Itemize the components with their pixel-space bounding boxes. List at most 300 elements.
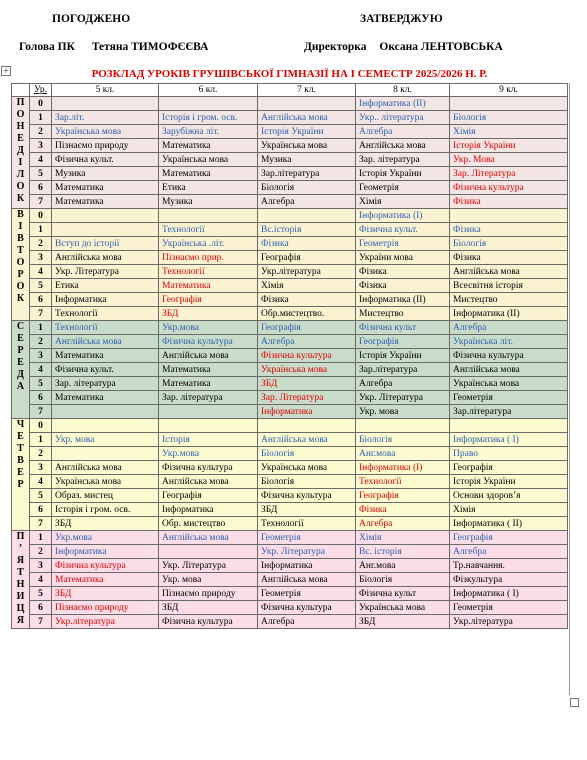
schedule-row-mon — [12, 167, 568, 181]
lesson-cell-grade-9[interactable]: Біологія — [450, 111, 568, 125]
lesson-cell-grade-6[interactable]: Укр.мова — [159, 447, 258, 461]
lesson-cell-grade-5[interactable]: Історія і гром. осв. — [52, 503, 159, 517]
lesson-cell-grade-7[interactable]: ЗБД — [258, 503, 356, 517]
lesson-cell-grade-6[interactable]: Англійська мова — [159, 531, 258, 545]
lesson-cell-grade-9[interactable]: Інформатика (ІІ) — [450, 307, 568, 321]
lesson-cell-grade-8[interactable]: Алгебра — [356, 517, 450, 531]
day-letter: В — [17, 233, 24, 244]
left-signature — [19, 41, 208, 53]
lesson-cell-grade-9[interactable]: Географія — [450, 531, 568, 545]
lesson-cell-grade-7[interactable]: Укр. Література — [258, 545, 356, 559]
lesson-cell-grade-6[interactable]: Фізична культура — [159, 615, 258, 629]
lesson-cell-grade-8[interactable]: Геометрія — [356, 181, 450, 195]
lesson-cell-grade-6[interactable]: Обр. мистецтво — [159, 517, 258, 531]
lesson-cell-grade-7[interactable]: Укр.література — [258, 265, 356, 279]
lesson-number: 4 — [30, 573, 52, 587]
lesson-cell-grade-5[interactable]: Математика — [52, 349, 159, 363]
lesson-cell-grade-6[interactable]: Укр. Література — [159, 559, 258, 573]
lesson-cell-grade-6[interactable]: Математика — [159, 363, 258, 377]
column-header-grade-5: 5 кл. — [52, 84, 159, 97]
lesson-cell-grade-8[interactable]: України мова — [356, 251, 450, 265]
lesson-cell-grade-9[interactable] — [450, 97, 568, 111]
lesson-cell-grade-7[interactable] — [258, 97, 356, 111]
day-letter: И — [16, 591, 25, 602]
lesson-cell-grade-7[interactable]: Зар. Література — [258, 391, 356, 405]
lesson-cell-grade-6[interactable]: Українська мова — [159, 153, 258, 167]
lesson-cell-grade-7[interactable] — [258, 419, 356, 433]
lesson-cell-grade-7[interactable]: Біологія — [258, 447, 356, 461]
schedule-row-thu — [12, 503, 568, 517]
lesson-cell-grade-7[interactable]: Технології — [258, 517, 356, 531]
day-letter: Р — [17, 345, 24, 356]
lesson-cell-grade-8[interactable]: Інформатика (ІІ) — [356, 293, 450, 307]
lesson-cell-grade-8[interactable]: Хімія — [356, 531, 450, 545]
lesson-cell-grade-9[interactable]: Фізика — [450, 195, 568, 209]
lesson-cell-grade-8[interactable]: Фізика — [356, 503, 450, 517]
day-letter: Ц — [16, 603, 25, 614]
schedule-row-fri — [12, 587, 568, 601]
day-letter: О — [16, 257, 25, 268]
lesson-cell-grade-8[interactable]: Інформатика (ІІ) — [356, 97, 450, 111]
lesson-cell-grade-9[interactable]: Фізика — [450, 223, 568, 237]
lesson-cell-grade-7[interactable]: Англійська мова — [258, 111, 356, 125]
lesson-cell-grade-9[interactable] — [450, 419, 568, 433]
lesson-cell-grade-8[interactable]: Алгебра — [356, 377, 450, 391]
lesson-number-header: Ур. — [30, 84, 52, 97]
lesson-number: 1 — [30, 111, 52, 125]
column-header-grade-7: 7 кл. — [258, 84, 356, 97]
day-letter: Е — [17, 357, 24, 368]
lesson-cell-grade-9[interactable]: Історія України — [450, 139, 568, 153]
day-letter: І — [18, 157, 23, 168]
lesson-cell-grade-7[interactable]: Фізична культура — [258, 601, 356, 615]
lesson-number: 7 — [30, 195, 52, 209]
lesson-cell-grade-5[interactable]: Вступ до історії — [52, 237, 159, 251]
lesson-cell-grade-7[interactable]: Українська мова — [258, 363, 356, 377]
lesson-cell-grade-7[interactable]: Фізика — [258, 293, 356, 307]
lesson-cell-grade-9[interactable]: Фізична культура — [450, 181, 568, 195]
schedule-row-thu — [12, 489, 568, 503]
lesson-cell-grade-7[interactable]: Географія — [258, 321, 356, 335]
lesson-number: 1 — [30, 223, 52, 237]
schedule-row-wed — [12, 349, 568, 363]
lesson-cell-grade-9[interactable]: Інформатика ( І) — [450, 587, 568, 601]
lesson-cell-grade-7[interactable]: Фізика — [258, 237, 356, 251]
lesson-cell-grade-6[interactable]: Пізнаємо прир. — [159, 251, 258, 265]
lesson-cell-grade-8[interactable]: ЗБД — [356, 615, 450, 629]
table-resize-handle-icon[interactable] — [570, 698, 579, 707]
schedule-row-fri — [12, 531, 568, 545]
right-name: Оксана ЛЕНТОВСЬКА — [379, 41, 503, 53]
schedule-row-wed — [12, 363, 568, 377]
lesson-cell-grade-6[interactable]: Математика — [159, 167, 258, 181]
lesson-cell-grade-6[interactable]: Англійська мова — [159, 475, 258, 489]
lesson-cell-grade-8[interactable]: Геометрія — [356, 237, 450, 251]
lesson-cell-grade-6[interactable]: Зар. література — [159, 391, 258, 405]
day-label-mon — [12, 97, 30, 209]
lesson-cell-grade-9[interactable]: Фізична культура — [450, 349, 568, 363]
lesson-cell-grade-6[interactable]: Математика — [159, 377, 258, 391]
lesson-cell-grade-7[interactable]: Українська мова — [258, 139, 356, 153]
lesson-cell-grade-6[interactable]: ЗБД — [159, 307, 258, 321]
lesson-number: 4 — [30, 475, 52, 489]
lesson-number: 7 — [30, 307, 52, 321]
lesson-cell-grade-5[interactable]: Фізична культура — [52, 559, 159, 573]
lesson-number: 1 — [30, 433, 52, 447]
lesson-cell-grade-8[interactable]: Укр.. література — [356, 111, 450, 125]
lesson-cell-grade-5[interactable]: Пізнаємо природу — [52, 139, 159, 153]
day-letter: Е — [17, 431, 24, 442]
lesson-cell-grade-7[interactable]: Біологія — [258, 475, 356, 489]
lesson-cell-grade-7[interactable]: Українська мова — [258, 461, 356, 475]
lesson-number: 6 — [30, 391, 52, 405]
lesson-number: 6 — [30, 181, 52, 195]
day-letter: Р — [17, 479, 24, 490]
lesson-cell-grade-6[interactable]: Укр.мова — [159, 321, 258, 335]
lesson-cell-grade-7[interactable]: Алгебра — [258, 615, 356, 629]
lesson-cell-grade-6[interactable]: Музика — [159, 195, 258, 209]
schedule-row-thu — [12, 419, 568, 433]
day-letter: Д — [17, 369, 24, 380]
day-letter: І — [18, 221, 23, 232]
lesson-cell-grade-6[interactable]: Математика — [159, 279, 258, 293]
lesson-cell-grade-7[interactable]: Фізична культура — [258, 349, 356, 363]
lesson-cell-grade-6[interactable]: Історія — [159, 433, 258, 447]
day-letter: О — [16, 109, 25, 120]
lesson-cell-grade-8[interactable]: Фізична культ — [356, 321, 450, 335]
lesson-cell-grade-6[interactable]: Фізична культура — [159, 461, 258, 475]
left-name: Тетяна ТИМОФЄЄВА — [91, 41, 209, 53]
lesson-cell-grade-5[interactable] — [52, 97, 159, 111]
schedule-row-fri — [12, 601, 568, 615]
schedule-row-mon — [12, 195, 568, 209]
lesson-cell-grade-7[interactable]: Музика — [258, 153, 356, 167]
lesson-cell-grade-7[interactable]: Геометрія — [258, 531, 356, 545]
lesson-cell-grade-5[interactable]: Укр.мова — [52, 531, 159, 545]
lesson-cell-grade-9[interactable]: Англійська мова — [450, 363, 568, 377]
table-header-row — [12, 84, 568, 97]
lesson-cell-grade-5[interactable]: Пізнаємо природу — [52, 601, 159, 615]
lesson-number: 5 — [30, 377, 52, 391]
lesson-cell-grade-9[interactable] — [450, 209, 568, 223]
day-letter: К — [16, 293, 25, 304]
lesson-cell-grade-8[interactable]: Фізика — [356, 265, 450, 279]
day-letter: Н — [16, 579, 25, 590]
lesson-number: 3 — [30, 461, 52, 475]
schedule-row-mon — [12, 111, 568, 125]
lesson-number: 2 — [30, 237, 52, 251]
lesson-cell-grade-9[interactable]: Українська мова — [450, 377, 568, 391]
day-letter: А — [16, 381, 25, 392]
schedule-row-fri — [12, 615, 568, 629]
lesson-cell-grade-6[interactable]: Технології — [159, 265, 258, 279]
day-header-cell — [12, 84, 30, 97]
lesson-cell-grade-6[interactable]: Технології — [159, 223, 258, 237]
lesson-cell-grade-7[interactable]: Історія України — [258, 125, 356, 139]
lesson-cell-grade-5[interactable] — [52, 447, 159, 461]
lesson-cell-grade-5[interactable]: Математика — [52, 391, 159, 405]
lesson-number: 5 — [30, 167, 52, 181]
schedule-row-tue — [12, 307, 568, 321]
lesson-cell-grade-6[interactable]: Укр. мова — [159, 573, 258, 587]
lesson-cell-grade-8[interactable]: Інформатика (І) — [356, 209, 450, 223]
lesson-cell-grade-5[interactable]: Образ. мистец — [52, 489, 159, 503]
lesson-cell-grade-8[interactable]: Анг.мова — [356, 559, 450, 573]
lesson-cell-grade-5[interactable]: Українська мова — [52, 125, 159, 139]
schedule-row-thu — [12, 475, 568, 489]
lesson-number: 5 — [30, 279, 52, 293]
lesson-cell-grade-5[interactable]: Фізична культ. — [52, 153, 159, 167]
lesson-cell-grade-9[interactable]: Фізкультура — [450, 573, 568, 587]
lesson-cell-grade-8[interactable]: Мистецтво — [356, 307, 450, 321]
day-letter: Е — [17, 467, 24, 478]
schedule-row-wed — [12, 391, 568, 405]
schedule-row-tue — [12, 237, 568, 251]
lesson-cell-grade-5[interactable]: Математика — [52, 195, 159, 209]
lesson-cell-grade-5[interactable]: Англійська мова — [52, 251, 159, 265]
schedule-row-wed — [12, 377, 568, 391]
lesson-cell-grade-6[interactable] — [159, 97, 258, 111]
lesson-cell-grade-5[interactable]: Інформатика — [52, 545, 159, 559]
column-header-grade-9: 9 кл. — [450, 84, 568, 97]
lesson-cell-grade-9[interactable]: Алгебра — [450, 545, 568, 559]
lesson-cell-grade-6[interactable] — [159, 419, 258, 433]
lesson-cell-grade-6[interactable]: ЗБД — [159, 601, 258, 615]
lesson-cell-grade-7[interactable]: Інформатика — [258, 405, 356, 419]
lesson-cell-grade-8[interactable]: Фізична культ — [356, 587, 450, 601]
lesson-cell-grade-7[interactable]: Алгебра — [258, 335, 356, 349]
day-letter: Т — [17, 567, 24, 578]
lesson-cell-grade-8[interactable]: Хімія — [356, 195, 450, 209]
lesson-cell-grade-8[interactable]: Історія України — [356, 349, 450, 363]
day-letter: Т — [17, 245, 24, 256]
lesson-cell-grade-8[interactable]: Анг.мова — [356, 447, 450, 461]
lesson-cell-grade-8[interactable]: Зар.література — [356, 363, 450, 377]
lesson-cell-grade-8[interactable]: Географія — [356, 489, 450, 503]
schedule-row-tue — [12, 279, 568, 293]
lesson-number: 7 — [30, 517, 52, 531]
lesson-cell-grade-8[interactable]: Біологія — [356, 573, 450, 587]
lesson-number: 4 — [30, 265, 52, 279]
lesson-cell-grade-9[interactable]: Біологія — [450, 237, 568, 251]
day-letter: Р — [17, 269, 24, 280]
column-header-grade-8: 8 кл. — [356, 84, 450, 97]
lesson-cell-grade-7[interactable]: Англійська мова — [258, 433, 356, 447]
lesson-cell-grade-5[interactable]: Укр. Література — [52, 265, 159, 279]
lesson-cell-grade-9[interactable]: Хімія — [450, 503, 568, 517]
schedule-title: РОЗКЛАД УРОКІВ ГРУШІВСЬКОЇ ГІМНАЗІЇ НА І СЕМЕСТР 2025/2026 Н. Р. — [91, 68, 488, 80]
lesson-number: 1 — [30, 531, 52, 545]
day-letter: Е — [17, 333, 24, 344]
lesson-cell-grade-7[interactable]: Зар.література — [258, 167, 356, 181]
lesson-cell-grade-8[interactable]: Технології — [356, 475, 450, 489]
lesson-number: 2 — [30, 125, 52, 139]
lesson-cell-grade-6[interactable]: Географія — [159, 293, 258, 307]
lesson-cell-grade-6[interactable]: Зарубіжна літ. — [159, 125, 258, 139]
lesson-cell-grade-9[interactable]: Основи здоров’я — [450, 489, 568, 503]
lesson-number: 6 — [30, 293, 52, 307]
lesson-cell-grade-7[interactable]: Обр.мистецтво. — [258, 307, 356, 321]
lesson-cell-grade-9[interactable]: Фізика — [450, 251, 568, 265]
lesson-number: 5 — [30, 587, 52, 601]
lesson-number: 4 — [30, 363, 52, 377]
lesson-cell-grade-9[interactable]: Геометрія — [450, 391, 568, 405]
schedule-row-wed — [12, 335, 568, 349]
lesson-cell-grade-9[interactable]: Історія України — [450, 475, 568, 489]
lesson-cell-grade-5[interactable]: Інформатика — [52, 293, 159, 307]
lesson-cell-grade-9[interactable]: Англійська мова — [450, 265, 568, 279]
lesson-cell-grade-7[interactable]: Інформатика — [258, 559, 356, 573]
lesson-cell-grade-9[interactable]: Українська літ. — [450, 335, 568, 349]
schedule-row-mon — [12, 181, 568, 195]
schedule-row-mon — [12, 153, 568, 167]
lesson-cell-grade-6[interactable]: Пізнаємо природу — [159, 587, 258, 601]
lesson-cell-grade-8[interactable]: Інформатика (І) — [356, 461, 450, 475]
day-letter: В — [17, 455, 24, 466]
lesson-number: 3 — [30, 559, 52, 573]
lesson-number: 1 — [30, 321, 52, 335]
lesson-cell-grade-8[interactable]: Укр. Література — [356, 391, 450, 405]
lesson-cell-grade-5[interactable]: Англійська мова — [52, 461, 159, 475]
lesson-cell-grade-6[interactable] — [159, 545, 258, 559]
schedule-row-thu — [12, 447, 568, 461]
lesson-cell-grade-5[interactable]: Математика — [52, 573, 159, 587]
lesson-cell-grade-8[interactable]: Біологія — [356, 433, 450, 447]
lesson-cell-grade-9[interactable]: Право — [450, 447, 568, 461]
lesson-number: 3 — [30, 349, 52, 363]
day-letter: К — [16, 193, 25, 204]
lesson-cell-grade-7[interactable]: Географія — [258, 251, 356, 265]
lesson-cell-grade-7[interactable]: Алгебра — [258, 195, 356, 209]
day-letter: Ч — [16, 419, 25, 430]
right-role: Директорка — [304, 41, 367, 53]
lesson-cell-grade-7[interactable]: Вс.історія — [258, 223, 356, 237]
lesson-cell-grade-8[interactable]: Фізика — [356, 279, 450, 293]
lesson-cell-grade-9[interactable]: Геометрія — [450, 601, 568, 615]
lesson-cell-grade-9[interactable]: Мистецтво — [450, 293, 568, 307]
day-letter: О — [16, 281, 25, 292]
lesson-cell-grade-5[interactable] — [52, 223, 159, 237]
lesson-cell-grade-9[interactable]: Зар.література — [450, 405, 568, 419]
lesson-number: 5 — [30, 489, 52, 503]
lesson-cell-grade-5[interactable] — [52, 405, 159, 419]
left-role: Голова ПК — [19, 41, 75, 53]
lesson-cell-grade-5[interactable]: Фізична культ. — [52, 363, 159, 377]
lesson-cell-grade-8[interactable]: Фізична культ. — [356, 223, 450, 237]
lesson-cell-grade-5[interactable] — [52, 419, 159, 433]
lesson-cell-grade-9[interactable]: Укр.література — [450, 615, 568, 629]
lesson-cell-grade-5[interactable]: Укр.література — [52, 615, 159, 629]
lesson-cell-grade-5[interactable]: Технології — [52, 307, 159, 321]
lesson-cell-grade-8[interactable]: Українська мова — [356, 601, 450, 615]
lesson-cell-grade-9[interactable]: Алгебра — [450, 321, 568, 335]
lesson-cell-grade-9[interactable]: Інформатика ( ІІ) — [450, 517, 568, 531]
lesson-cell-grade-8[interactable]: Географія — [356, 335, 450, 349]
day-letter: Я — [16, 615, 25, 626]
right-signature — [304, 41, 503, 53]
lesson-cell-grade-6[interactable]: Англійська мова — [159, 349, 258, 363]
day-label-wed — [12, 321, 30, 419]
lesson-cell-grade-8[interactable]: Укр. мова — [356, 405, 450, 419]
schedule-row-tue — [12, 265, 568, 279]
lesson-cell-grade-5[interactable]: Музика — [52, 167, 159, 181]
day-letter: Л — [16, 169, 25, 180]
day-letter: П — [16, 531, 25, 542]
lesson-cell-grade-9[interactable]: Інформатика ( І) — [450, 433, 568, 447]
day-letter: Н — [16, 121, 25, 132]
lesson-cell-grade-5[interactable]: Математика — [52, 181, 159, 195]
lesson-cell-grade-7[interactable]: ЗБД — [258, 377, 356, 391]
lesson-cell-grade-5[interactable]: Укр. мова — [52, 433, 159, 447]
lesson-cell-grade-6[interactable]: Фізична культура — [159, 335, 258, 349]
lesson-cell-grade-5[interactable]: Етика — [52, 279, 159, 293]
lesson-cell-grade-7[interactable]: Біологія — [258, 181, 356, 195]
table-right-margin — [569, 83, 576, 695]
schedule-row-mon — [12, 139, 568, 153]
lesson-cell-grade-9[interactable]: Тр.навчання. — [450, 559, 568, 573]
lesson-cell-grade-5[interactable]: ЗБД — [52, 517, 159, 531]
lesson-cell-grade-5[interactable]: Зар. література — [52, 377, 159, 391]
table-move-handle-icon[interactable]: + — [2, 66, 10, 75]
lesson-cell-grade-6[interactable] — [159, 405, 258, 419]
schedule-row-thu — [12, 433, 568, 447]
lesson-cell-grade-8[interactable]: Історія України — [356, 167, 450, 181]
lesson-cell-grade-5[interactable]: Технології — [52, 321, 159, 335]
schedule-row-mon — [12, 97, 568, 111]
lesson-cell-grade-7[interactable]: Англійська мова — [258, 573, 356, 587]
lesson-cell-grade-9[interactable]: Зар. Література — [450, 167, 568, 181]
lesson-cell-grade-5[interactable]: Зар.літ. — [52, 111, 159, 125]
lesson-cell-grade-7[interactable]: Геометрія — [258, 587, 356, 601]
lesson-cell-grade-7[interactable] — [258, 209, 356, 223]
day-letter: ’ — [18, 543, 23, 554]
lesson-cell-grade-9[interactable]: Укр. Мова — [450, 153, 568, 167]
lesson-cell-grade-6[interactable]: Географія — [159, 489, 258, 503]
lesson-cell-grade-6[interactable]: Математика — [159, 139, 258, 153]
lesson-cell-grade-8[interactable]: Зар. література — [356, 153, 450, 167]
lesson-cell-grade-5[interactable]: ЗБД — [52, 587, 159, 601]
lesson-cell-grade-7[interactable]: Хімія — [258, 279, 356, 293]
lesson-cell-grade-7[interactable]: Фізична культура — [258, 489, 356, 503]
schedule-row-thu — [12, 461, 568, 475]
column-header-grade-6: 6 кл. — [159, 84, 258, 97]
schedule-row-tue — [12, 223, 568, 237]
lesson-cell-grade-8[interactable] — [356, 419, 450, 433]
day-letter: Д — [17, 145, 24, 156]
schedule-row-tue — [12, 209, 568, 223]
lesson-number: 2 — [30, 447, 52, 461]
lesson-cell-grade-5[interactable] — [52, 209, 159, 223]
lesson-cell-grade-9[interactable]: Всесвітня історія — [450, 279, 568, 293]
lesson-cell-grade-6[interactable]: Українська .літ. — [159, 237, 258, 251]
lesson-cell-grade-5[interactable]: Українська мова — [52, 475, 159, 489]
lesson-cell-grade-6[interactable] — [159, 209, 258, 223]
lesson-cell-grade-6[interactable]: Історія і гром. осв. — [159, 111, 258, 125]
lesson-cell-grade-9[interactable]: Географія — [450, 461, 568, 475]
lesson-cell-grade-5[interactable]: Англійська мова — [52, 335, 159, 349]
lesson-cell-grade-6[interactable]: Етика — [159, 181, 258, 195]
lesson-cell-grade-9[interactable]: Хімія — [450, 125, 568, 139]
day-letter: В — [17, 209, 24, 220]
lesson-number: 2 — [30, 335, 52, 349]
day-letter: П — [16, 97, 25, 108]
lesson-cell-grade-8[interactable]: Вс. історія — [356, 545, 450, 559]
lesson-cell-grade-8[interactable]: Алгебра — [356, 125, 450, 139]
lesson-cell-grade-8[interactable]: Англійська мова — [356, 139, 450, 153]
lesson-cell-grade-6[interactable]: Інформатика — [159, 503, 258, 517]
confirm-heading: ЗАТВЕРДЖУЮ — [360, 13, 443, 25]
lesson-number: 6 — [30, 601, 52, 615]
